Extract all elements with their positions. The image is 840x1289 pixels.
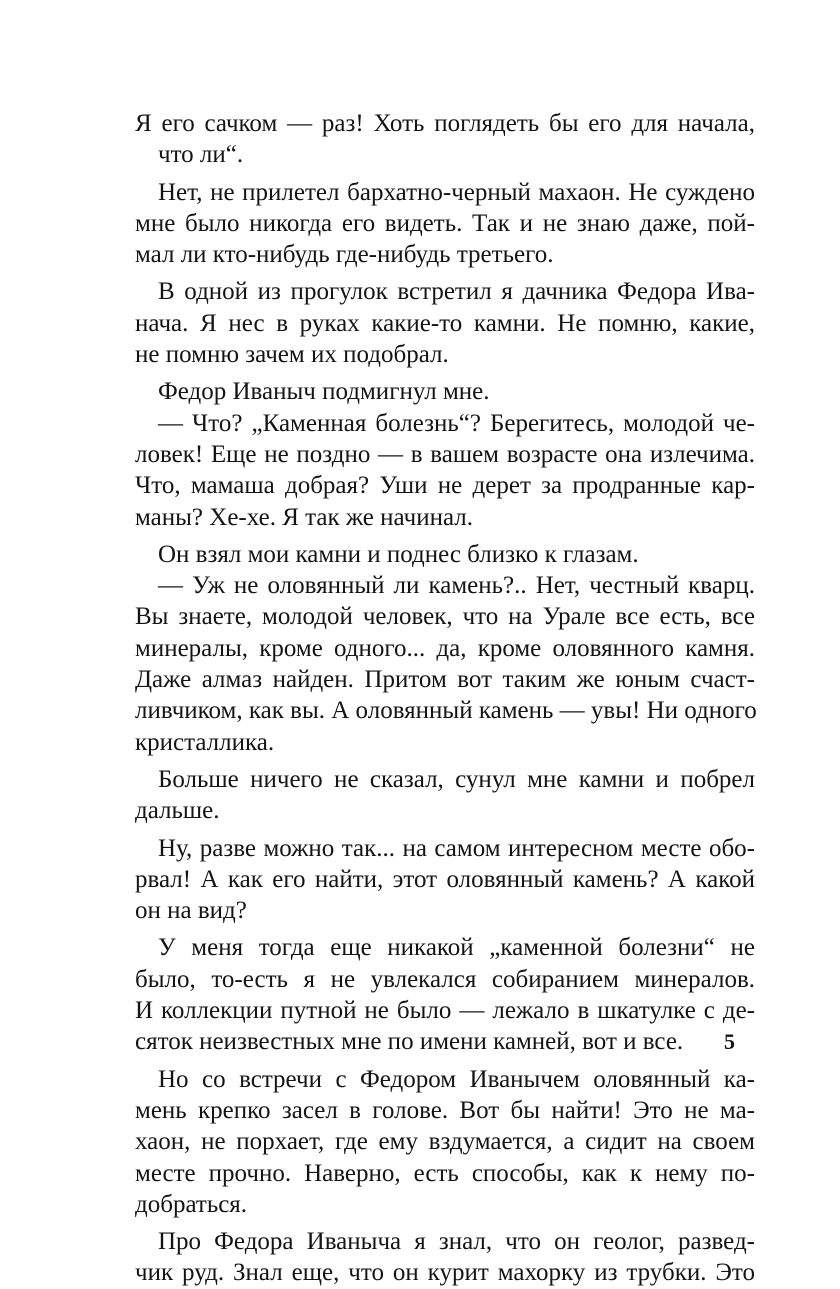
text-line: не помню зачем их подобрал.: [135, 341, 449, 369]
text-line: добраться.: [135, 1190, 248, 1218]
text-line: Я его сачком — раз! Хоть поглядеть бы его для начала,: [135, 110, 755, 137]
text-line: Федор Иваныч подмигнул мне.: [158, 378, 490, 406]
text-line: ливчиком, как вы. А оловянный камень — увы! Ни одного: [135, 697, 757, 725]
text-line: рвал! А как его найти, этот оловянный камень? А какой: [135, 865, 755, 893]
text-line: дальше.: [135, 797, 220, 825]
text-line: ловек! Еще не поздно — в вашем возрасте она излечима.: [135, 440, 755, 468]
text-line: Больше ничего не сказал, сунул мне камни и побрел: [158, 765, 755, 793]
text-line: нача. Я нес в руках какие-то камни. Не помню, какие,: [135, 309, 755, 337]
text-line: Но со встречи с Федором Иванычем оловянный ка-: [158, 1065, 755, 1093]
text-line: Нет, не прилетел бархатно-черный махаон. Не суждено: [158, 178, 755, 206]
text-line: месте прочно. Наверно, есть способы, как к нему по-: [135, 1159, 755, 1187]
text-line: У меня тогда еще никакой „каменной болезни“ не: [158, 934, 755, 962]
text-line: кристаллика.: [135, 728, 275, 756]
text-line: Про Федора Иваныча я знал, что он геолог, развед-: [158, 1228, 755, 1256]
page-text: [135, 108, 755, 1289]
page-number: 5: [724, 1029, 735, 1054]
text-line: Ну, разве можно так... на самом интересном месте обо-: [158, 834, 755, 862]
text-line: Он взял мои камни и поднес близко к глазам.: [158, 540, 639, 568]
text-line: маны? Хе-хе. Я так же начинал.: [135, 503, 474, 531]
text-line: сяток неизвестных мне по имени камней, вот и все.: [135, 1028, 684, 1056]
text-line: мал ли кто-нибудь где-нибудь третьего.: [135, 241, 554, 269]
text-line: он на вид?: [135, 897, 247, 925]
text-line: — Что? „Каменная болезнь“? Берегитесь, молодой че-: [158, 409, 755, 437]
text-line: Вы знаете, молодой человек, что на Урале все есть, все: [135, 603, 755, 631]
text-line: В одной из прогулок встретил я дачника Федора Ива-: [158, 278, 755, 306]
text-line: чик руд. Знал еще, что он курит махорку из трубки. Это: [135, 1259, 755, 1287]
text-line: И коллекции путной не было — лежало в шкатулке с де-: [135, 997, 755, 1025]
text-line: Что, мамаша добрая? Уши не дерет за продранные кар-: [135, 472, 755, 500]
text-line: Даже алмаз найден. Притом вот таким же юным счаст-: [135, 666, 755, 694]
text-line: — Уж не оловянный ли камень?.. Нет, честный кварц.: [158, 572, 755, 600]
text-line: что ли“.: [158, 141, 244, 169]
text-line: мне было никогда его видеть. Так и не знаю даже, пой-: [135, 209, 755, 237]
text-line: мень крепко засел в голове. Вот бы найти! Это не ма-: [135, 1096, 755, 1124]
text-line: хаон, не порхает, где ему вздумается, а сидит на своем: [135, 1128, 755, 1156]
text-line: минералы, кроме одного... да, кроме оловянного камня.: [135, 634, 755, 662]
text-line: было, то-есть я не увлекался собиранием минералов.: [135, 965, 755, 993]
